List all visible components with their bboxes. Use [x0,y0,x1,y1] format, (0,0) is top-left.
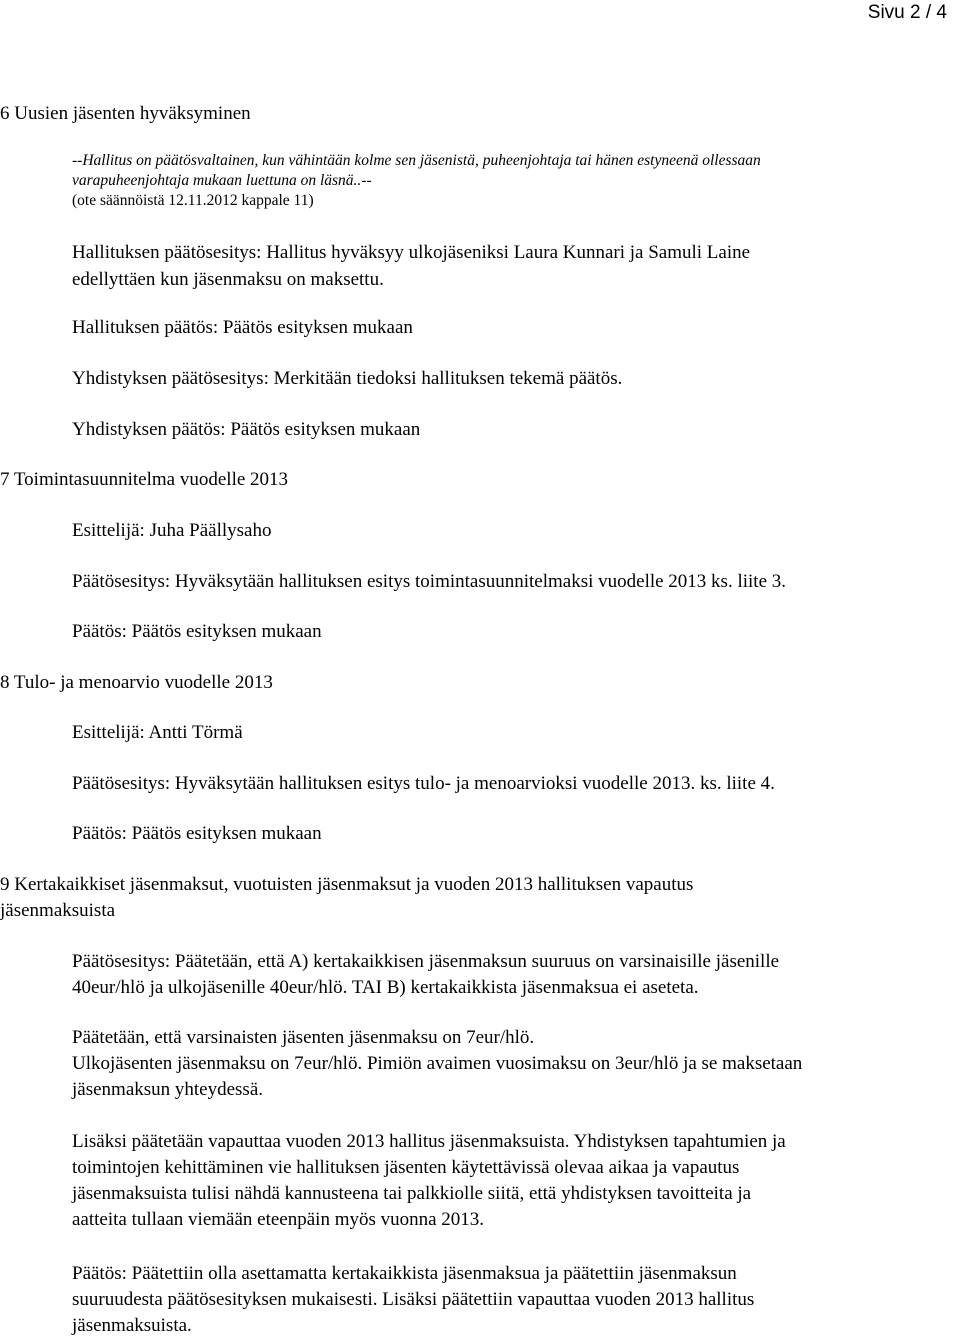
section-7-presenter: Esittelijä: Juha Päällysaho [72,520,272,541]
section-6-heading: 6 Uusien jäsenten hyväksyminen [0,103,251,124]
section-8-heading: 8 Tulo- ja menoarvio vuodelle 2013 [0,672,273,693]
section-9-exemption-line: jäsenmaksuista tulisi nähdä kannusteena tai palkkiolle siitä, että yhdistyksen tavoitteita ja [72,1183,752,1204]
section-6-proposal-line: edellyttäen kun jäsenmaksu on maksettu. [72,269,384,290]
section-9-proposal-line: Päätösesitys: Päätetään, että A) kertakaikkisen jäsenmaksun suuruus on varsinaisille jäsenille [72,951,780,972]
section-9-fee-line: Päätetään, että varsinaisten jäsenten jäsenmaksu on 7eur/hlö. [72,1027,535,1048]
section-6-note-line: --Hallitus on päätösvaltainen, kun vähintään kolme sen jäsenistä, puheenjohtaja tai hänen estyneenä ollessaan [72,152,761,169]
section-7-proposal: Päätösesitys: Hyväksytään hallituksen esitys toimintasuunnitelmaksi vuodelle 2013 ks. liite 3. [72,571,787,592]
section-9-exemption-line: aatteita tullaan viemään eteenpäin myös vuonna 2013. [72,1209,485,1230]
page-number: Sivu 2 / 4 [867,2,947,23]
section-8-presenter: Esittelijä: Antti Törmä [72,722,243,743]
section-9-exemption-line: toimintojen kehittäminen vie hallituksen jäsenten käytettävissä olevaa aikaa ja vapautus [72,1157,740,1178]
section-9-exemption-line: Lisäksi päätetään vapauttaa vuoden 2013 hallitus jäsenmaksuista. Yhdistyksen tapahtumien ja [72,1131,786,1152]
section-8-decision: Päätös: Päätös esityksen mukaan [72,823,322,844]
section-9-decision-line: suuruudesta päätösesityksen mukaisesti. Lisäksi päätettiin vapauttaa vuoden 2013 hallitus [72,1289,755,1310]
section-7-heading: 7 Toimintasuunnitelma vuodelle 2013 [0,469,289,490]
section-9-proposal-line: 40eur/hlö ja ulkojäsenille 40eur/hlö. TAI B) kertakaikkista jäsenmaksua ei aseteta. [72,977,699,998]
section-9-decision-line: jäsenmaksuista. [72,1315,192,1336]
section-6-note-line: varapuheenjohtaja mukaan luettuna on läsnä..-- [72,172,372,189]
section-6-board-decision: Hallituksen päätös: Päätös esityksen mukaan [72,317,413,338]
section-8-proposal: Päätösesitys: Hyväksytään hallituksen esitys tulo- ja menoarvioksi vuodelle 2013. ks. liite 4. [72,773,775,794]
section-9-fee-line: jäsenmaksun yhteydessä. [72,1079,264,1100]
section-6-reference: (ote säännöistä 12.11.2012 kappale 11) [72,192,314,209]
section-9-heading-line: jäsenmaksuista [0,900,116,921]
section-9-decision-line: Päätös: Päätettiin olla asettamatta kertakaikkista jäsenmaksua ja päätettiin jäsenmaksun [72,1263,737,1284]
section-9-heading-line: 9 Kertakaikkiset jäsenmaksut, vuotuisten jäsenmaksut ja vuoden 2013 hallituksen vapautus [0,874,694,895]
section-7-decision: Päätös: Päätös esityksen mukaan [72,621,322,642]
section-6-association-decision: Yhdistyksen päätös: Päätös esityksen mukaan [72,419,421,440]
section-6-association-proposal: Yhdistyksen päätösesitys: Merkitään tiedoksi hallituksen tekemä päätös. [72,368,623,389]
section-6-proposal-line: Hallituksen päätösesitys: Hallitus hyväksyy ulkojäseniksi Laura Kunnari ja Samuli Laine [72,242,751,263]
section-9-fee-line: Ulkojäsenten jäsenmaksu on 7eur/hlö. Pimiön avaimen vuosimaksu on 3eur/hlö ja se maksetaan [72,1053,803,1074]
